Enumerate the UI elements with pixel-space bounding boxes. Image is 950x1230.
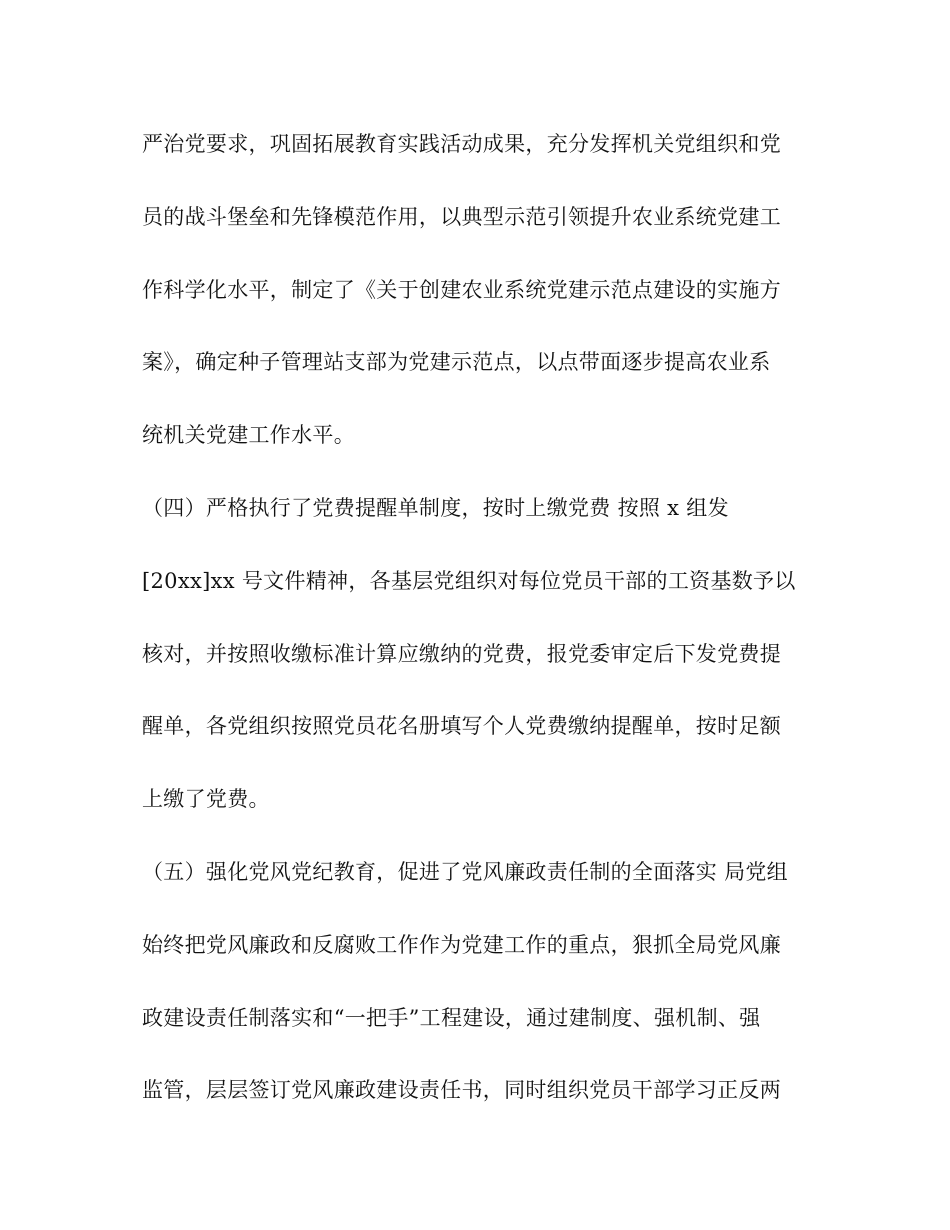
text-line: 醒单，各党组织按照党员花名册填写个人党费缴纳提醒单，按时足额 — [142, 714, 781, 739]
text-line: 始终把党风廉政和反腐败工作作为党建工作的重点，狠抓全局党风廉 — [142, 932, 781, 957]
text-line: 作科学化水平，制定了《关于创建农业系统党建示范点建设的实施方 — [142, 277, 781, 302]
text-line: 统机关党建工作水平。 — [142, 423, 355, 448]
text-line: 监管，层层签订党风廉政建设责任书，同时组织党员干部学习正反两 — [142, 1078, 781, 1103]
text-line: 员的战斗堡垒和先锋模范作用，以典型示范引领提升农业系统党建工 — [142, 204, 781, 229]
text-line: 政建设责任制落实和“一把手”工程建设，通过建制度、强机制、强 — [142, 1005, 761, 1030]
section-heading-line: （四）严格执行了党费提醒单制度，按时上缴党费 按照 x 组发 — [142, 495, 729, 520]
text-line: 案》，确定种子管理站支部为党建示范点，以点带面逐步提高农业系 — [142, 350, 771, 375]
text-line: 核对，并按照收缴标准计算应缴纳的党费，报党委审定后下发党费提 — [142, 641, 781, 666]
text-line: [20xx]xx 号文件精神，各基层党组织对每位党员干部的工资基数予以 — [142, 568, 796, 593]
document-body — [142, 118, 814, 1137]
text-line: 严治党要求，巩固拓展教育实践活动成果，充分发挥机关党组织和党 — [142, 132, 781, 156]
text-line: 上缴了党费。 — [142, 787, 270, 812]
section-heading-line: （五）强化党风党纪教育，促进了党风廉政责任制的全面落实 局党组 — [142, 859, 788, 884]
